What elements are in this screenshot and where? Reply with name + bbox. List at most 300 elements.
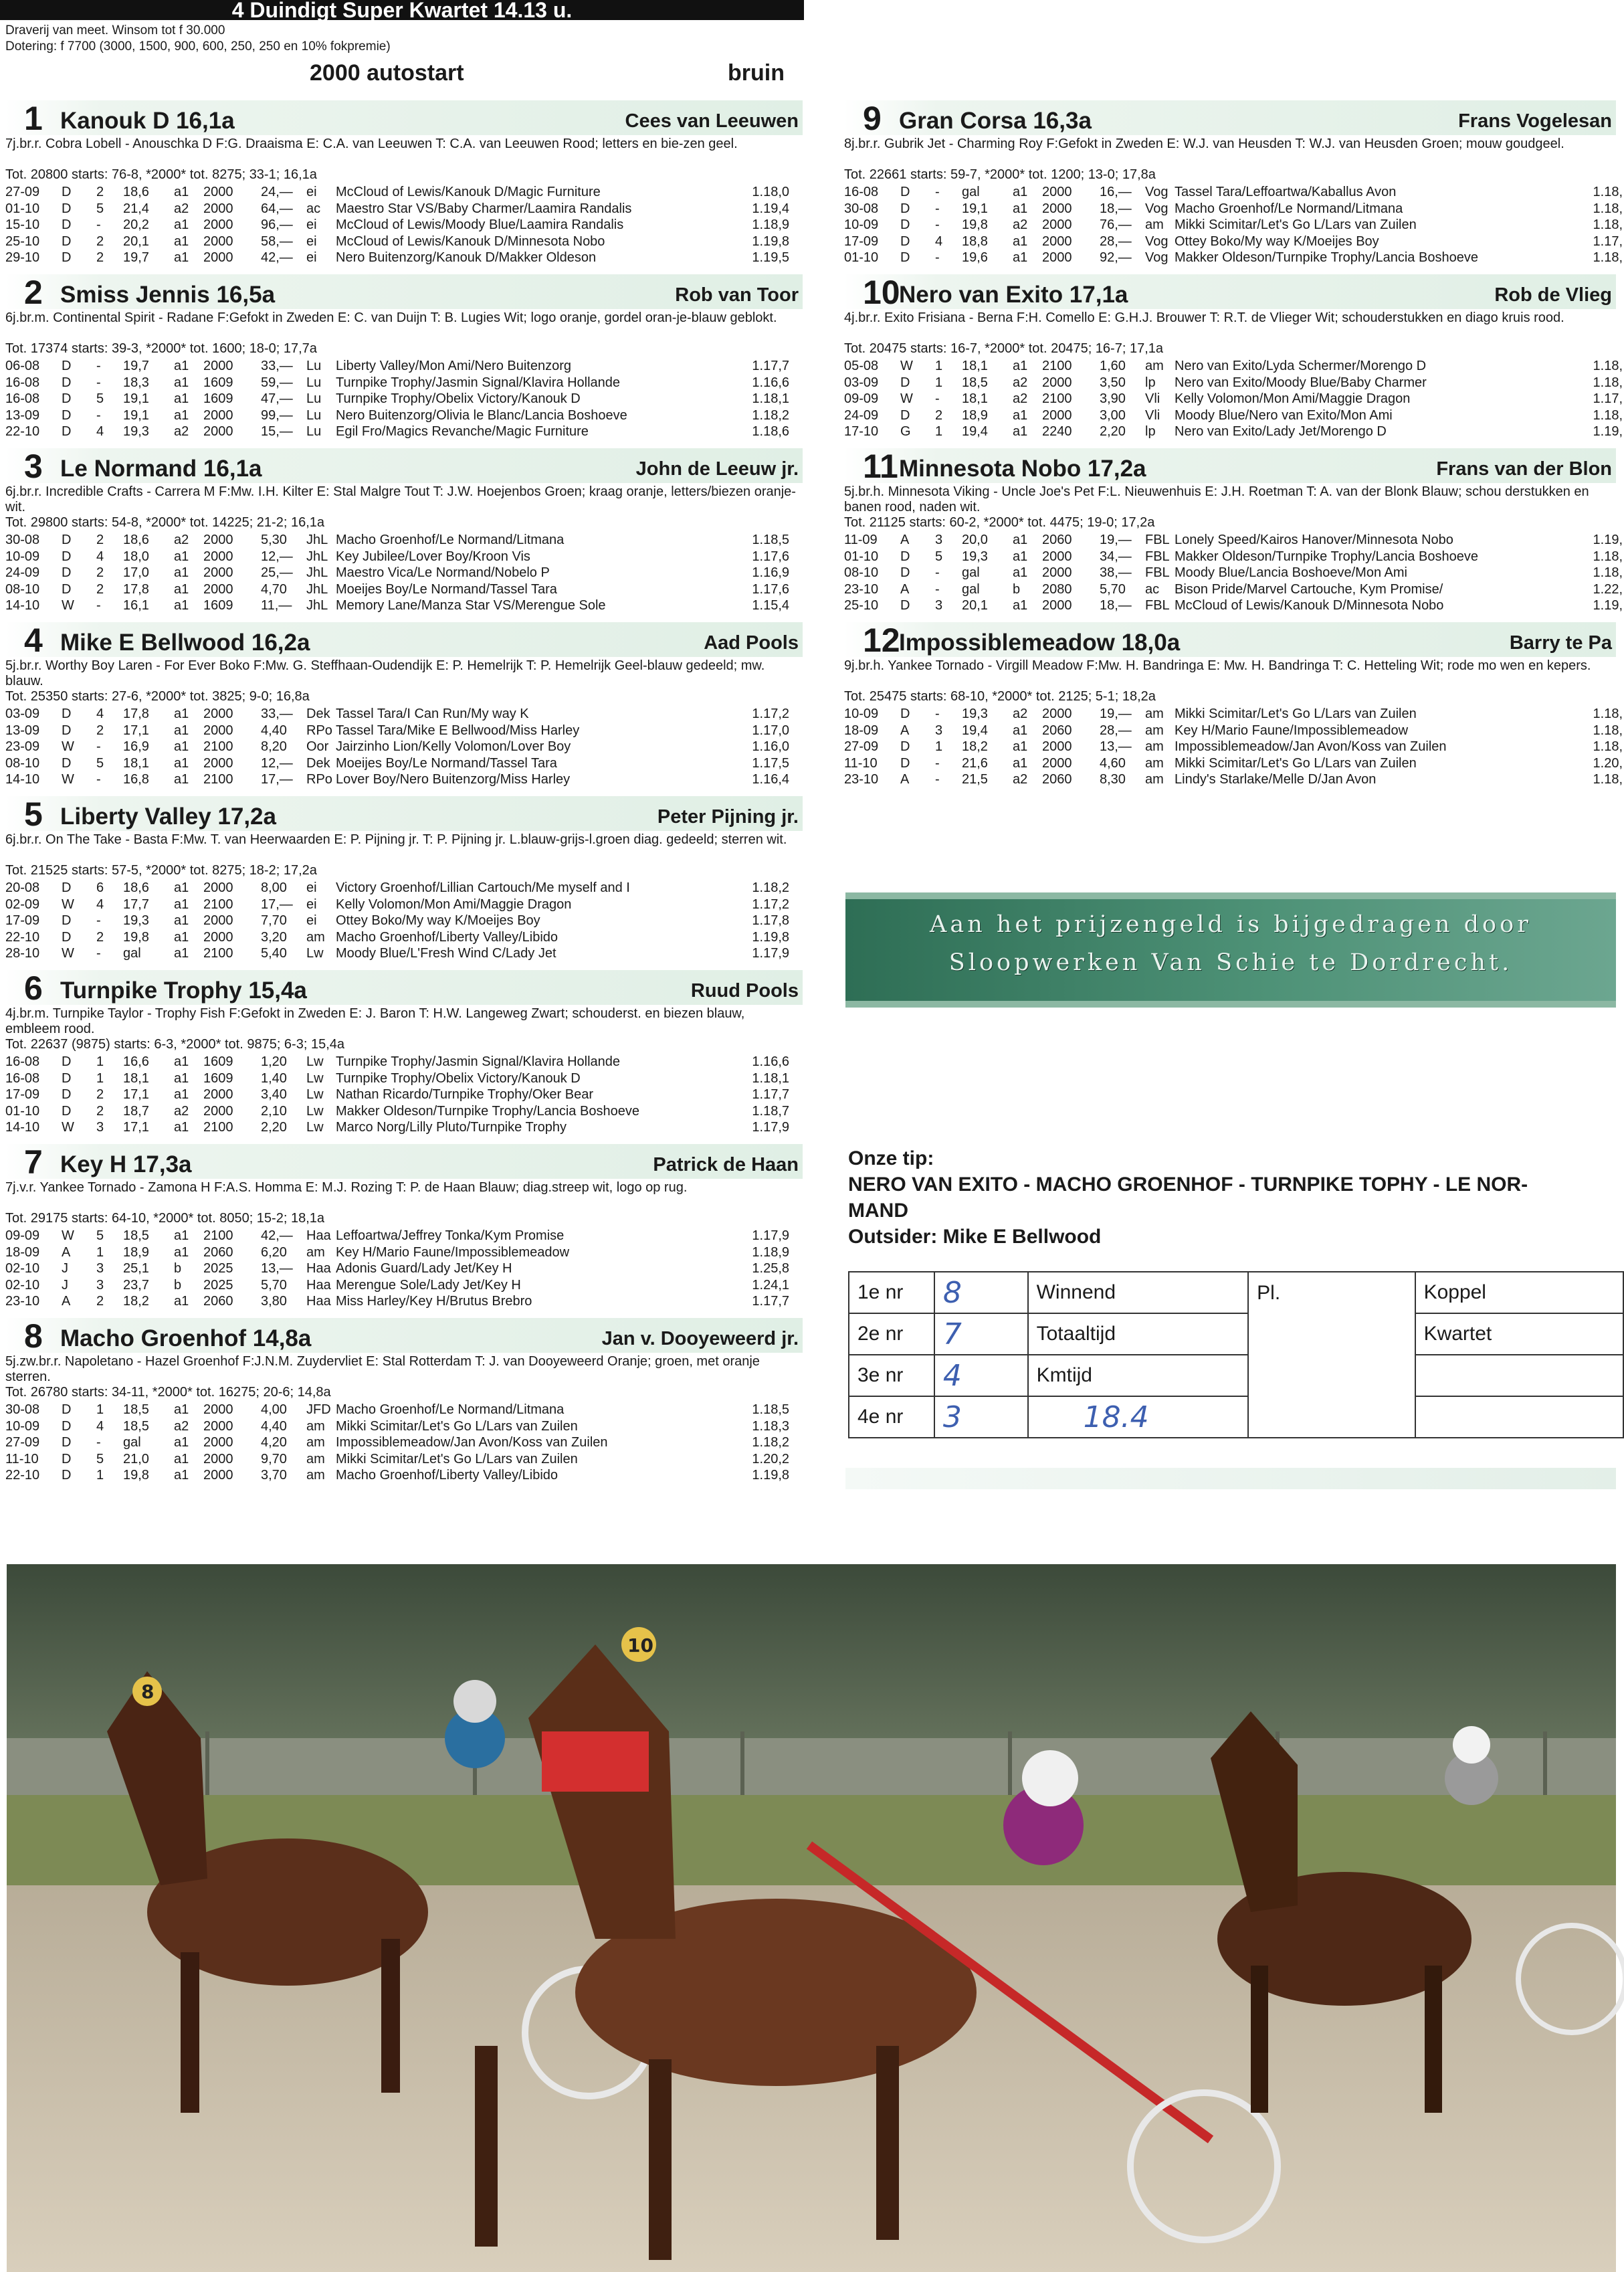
form-row: [5, 1277, 803, 1294]
form-result: McCloud of Lewis/Kanouk D/Minnesota Nobo: [336, 233, 605, 249]
form-driver: Dek: [306, 706, 330, 721]
form-time: 18,3: [123, 375, 149, 390]
form-result: Key H/Mario Faune/Impossiblemeadow: [1175, 723, 1409, 738]
form-row: [5, 1418, 803, 1435]
form-prize: 25,—: [261, 565, 293, 580]
horse-description: 6j.br.m. Continental Spirit - Radane F:Gefokt in Zweden E: C. van Duijn T: B. Lugies Wit; logo oranje, gordel oran-je-blauw geblokt.: [5, 310, 777, 325]
form-place: 4: [935, 233, 943, 249]
form-place: -: [96, 375, 101, 390]
form-driver: ei: [306, 217, 317, 232]
form-time: 17,8: [123, 581, 149, 597]
form-prize: 17,—: [261, 896, 293, 912]
form-distance: 2000: [1042, 250, 1072, 265]
form-record: 1.16,4: [752, 772, 789, 787]
form-driver: am: [1145, 723, 1164, 738]
form-result: Turnpike Trophy/Jasmin Signal/Klavira Hollande: [336, 1054, 621, 1069]
form-date: 11-09: [844, 533, 878, 547]
form-prize: 5,40: [261, 946, 287, 961]
form-record: 1.19,5: [752, 250, 789, 265]
horse-description: 5j.br.r. Worthy Boy Laren - For Ever Boko F:Mw. G. Steffhaan-Oudendijk E: P. Hemelrijk T: P. Hemelrijk Geel-blauw gedeeld; mw. blauw.: [5, 658, 765, 688]
form-driver: Vog: [1145, 233, 1169, 249]
form-distance: 2000: [203, 424, 233, 439]
form-time: 18,5: [123, 1228, 149, 1243]
horse-entry: [5, 970, 803, 1144]
handwritten-time: 18.4: [1083, 1400, 1149, 1434]
horse-totals: Tot. 17374 starts: 39-3, *2000* tot. 1600; 18-0; 17,7a: [5, 341, 317, 356]
form-row: [5, 896, 803, 913]
form-prize: 58,—: [261, 233, 293, 249]
form-prize: 2,10: [261, 1103, 287, 1119]
form-result: Miss Harley/Key H/Brutus Brebro: [336, 1294, 532, 1309]
form-distance: 2100: [203, 1120, 233, 1135]
form-row: [844, 358, 1623, 375]
form-prize: 3,90: [1100, 391, 1126, 406]
horse-totals: Tot. 25475 starts: 68-10, *2000* tot. 2125; 5-1; 18,2a: [844, 689, 1156, 704]
form-date: 22-10: [5, 424, 40, 439]
form-start: a1: [174, 896, 189, 912]
form-prize: 4,20: [261, 1435, 287, 1450]
form-record: 1.19,: [1593, 598, 1623, 613]
form-row: [5, 706, 803, 723]
form-surface: W: [62, 598, 74, 613]
form-result: Tassel Tara/Leffoartwa/Kaballus Avon: [1175, 185, 1397, 199]
form-result: Makker Oldeson/Turnpike Trophy/Lancia Boshoeve: [1175, 250, 1478, 265]
form-driver: Haa: [306, 1261, 331, 1276]
form-row: [5, 375, 803, 391]
form-row: [844, 375, 1623, 391]
form-record: 1.19,8: [752, 233, 789, 249]
form-entry-time[interactable]: [1028, 1396, 1249, 1438]
form-date: 18-09: [5, 1244, 40, 1260]
form-row: [844, 532, 1623, 549]
horse-column-left: [5, 100, 803, 1492]
form-distance: 2000: [203, 755, 233, 771]
form-result: Maestro Star VS/Baby Charmer/Laamira Randalis: [336, 201, 632, 216]
form-date: 09-09: [844, 391, 879, 406]
form-surface: D: [62, 407, 72, 423]
form-driver: ac: [1145, 581, 1160, 597]
form-row: [844, 706, 1623, 723]
form-driver: Lw: [306, 1070, 324, 1086]
horse-description: 6j.br.r. Incredible Crafts - Carrera M F:Mw. I.H. Kilter E: Stal Malgre Tout T: J.W. Hoejenbos Groen; kraag oranje, letters/biezen oranje-wit.: [5, 484, 796, 514]
form-result: McCloud of Lewis/Kanouk D/Minnesota Nobo: [1175, 598, 1444, 613]
form-driver: FBL: [1145, 549, 1170, 564]
form-place: -: [96, 739, 101, 754]
form-start: a1: [174, 391, 189, 406]
form-result: Nathan Ricardo/Turnpike Trophy/Oker Bear: [336, 1087, 593, 1102]
form-date: 11-10: [5, 1451, 39, 1466]
form-prize: 5,70: [261, 1277, 287, 1293]
horse-description: 7j.v.r. Yankee Tornado - Zamona H F:A.S. Homma E: M.J. Rozing T: P. de Haan Blauw; diag.streep wit, logo op rug.: [5, 1180, 688, 1195]
horse-description: 4j.br.r. Exito Frisiana - Berna F:H. Comello E: G.H.J. Brouwer T: R.T. de Vlieger Wit; schouderstukken en diago kruis rood.: [844, 310, 1564, 325]
form-start: b: [174, 1261, 182, 1276]
form-row: [5, 913, 803, 929]
form-surface: A: [62, 1294, 71, 1309]
form-driver: am: [1145, 772, 1164, 787]
form-surface: D: [900, 755, 910, 771]
form-field-kwartet: Kwartet: [1415, 1313, 1623, 1355]
horse-driver: Frans van der Blon: [1436, 458, 1612, 480]
form-field-pl: Pl.: [1248, 1272, 1415, 1438]
form-place: 2: [96, 929, 104, 945]
horse-entry: [844, 448, 1623, 622]
form-date: 08-10: [5, 755, 40, 771]
form-start: a1: [174, 929, 189, 945]
form-place: 1: [96, 1244, 104, 1260]
form-driver: Lu: [306, 359, 322, 373]
form-start: a2: [1013, 772, 1028, 787]
form-result: Lonely Speed/Kairos Hanover/Minnesota Nobo: [1175, 533, 1453, 547]
form-row: [5, 929, 803, 946]
form-surface: D: [62, 1468, 72, 1483]
form-prize: 18,—: [1100, 598, 1132, 613]
form-time: 21,0: [123, 1451, 149, 1466]
form-prize: 19,—: [1100, 533, 1132, 547]
form-place: -: [935, 185, 940, 199]
form-prize: 11,—: [261, 598, 292, 613]
horse-form-rows: [5, 184, 803, 266]
form-surface: D: [62, 1054, 72, 1069]
form-entry-2[interactable]: [934, 1313, 1028, 1355]
form-surface: D: [62, 565, 72, 580]
tip-line-2: MAND: [848, 1200, 908, 1222]
form-driver: Vli: [1145, 407, 1160, 423]
horse-header: [844, 448, 1616, 483]
form-distance: 2000: [1042, 201, 1072, 216]
form-start: a1: [174, 739, 189, 754]
form-record: 1.19,4: [752, 201, 789, 216]
form-blank-1[interactable]: [1415, 1355, 1623, 1396]
form-start: a1: [1013, 723, 1028, 738]
tip-outsider: Outsider: Mike E Bellwood: [848, 1226, 1102, 1248]
form-driver: ei: [306, 896, 317, 912]
form-date: 28-10: [5, 946, 40, 961]
form-date: 13-09: [5, 723, 40, 738]
form-distance: 2000: [1042, 185, 1072, 199]
form-result: Macho Groenhof/Le Normand/Litmana: [1175, 201, 1403, 216]
form-start: a1: [174, 549, 189, 564]
form-time: 18,5: [123, 1402, 149, 1417]
form-driver: Vli: [1145, 391, 1160, 406]
form-start: a1: [174, 1054, 189, 1069]
horse-form-rows: [5, 1228, 803, 1310]
form-surface: D: [62, 1103, 72, 1119]
form-row: [844, 581, 1623, 598]
form-start: a1: [174, 407, 189, 423]
form-date: 17-10: [844, 424, 879, 439]
form-driver: am: [1145, 359, 1164, 373]
form-place: 4: [96, 424, 104, 439]
form-surface: A: [900, 772, 910, 787]
form-result: Egil Fro/Magics Revanche/Magic Furniture: [336, 424, 589, 439]
form-row: [844, 217, 1623, 233]
horse-number: 2: [24, 274, 43, 311]
form-driver: JhL: [306, 549, 328, 564]
form-time: 18,1: [962, 391, 988, 406]
form-place: 4: [96, 706, 104, 721]
form-result: Memory Lane/Manza Star VS/Merengue Sole: [336, 598, 606, 613]
form-record: 1.17,7: [752, 1087, 789, 1102]
form-date: 27-09: [844, 739, 879, 754]
form-driver: am: [1145, 217, 1164, 232]
form-surface: D: [62, 929, 72, 945]
horse-form-rows: [5, 880, 803, 962]
handwritten-number-2: 7: [942, 1317, 962, 1351]
horse-totals: Tot. 29800 starts: 54-8, *2000* tot. 14225; 21-2; 16,1a: [5, 515, 325, 530]
form-date: 24-09: [844, 407, 879, 423]
form-result: Nero van Exito/Lady Jet/Morengo D: [1175, 424, 1387, 439]
form-start: a1: [174, 1228, 189, 1243]
form-date: 30-08: [5, 1402, 40, 1417]
form-place: 5: [96, 1228, 104, 1243]
form-record: 1.17,: [1593, 391, 1623, 406]
form-place: 3: [96, 1120, 104, 1135]
form-entry-3[interactable]: [934, 1355, 1028, 1396]
form-driver: Lw: [306, 1120, 324, 1135]
form-distance: 2100: [203, 946, 233, 961]
form-surface: D: [62, 250, 72, 265]
form-start: a1: [174, 1451, 189, 1466]
race-conditions-line-2: Dotering: f 7700 (3000, 1500, 900, 600, 250, 250 en 10% fokpremie): [5, 39, 391, 54]
form-surface: D: [62, 1418, 72, 1434]
form-date: 20-08: [5, 880, 40, 895]
form-prize: 42,—: [261, 250, 293, 265]
form-time: 19,1: [962, 201, 988, 216]
form-date: 24-09: [5, 565, 40, 580]
form-blank-2[interactable]: [1415, 1396, 1623, 1438]
form-driver: FBL: [1145, 533, 1170, 547]
form-record: 1.18,9: [752, 217, 789, 232]
form-time: 16,9: [123, 739, 149, 754]
form-row: [5, 1103, 803, 1120]
form-row: [5, 771, 803, 788]
form-record: 1.18,1: [752, 1070, 789, 1086]
form-start: a1: [174, 1294, 189, 1309]
form-result: Turnpike Trophy/Obelix Victory/Kanouk D: [336, 1070, 581, 1086]
form-field-totaaltijd: Totaaltijd: [1028, 1313, 1249, 1355]
form-driver: Lu: [306, 375, 322, 390]
form-start: a1: [1013, 549, 1028, 564]
form-place: -: [96, 217, 101, 232]
form-row: [5, 1402, 803, 1418]
form-date: 22-10: [5, 929, 40, 945]
form-date: 23-10: [844, 772, 879, 787]
form-distance: 2000: [203, 233, 233, 249]
form-entry-1[interactable]: [934, 1272, 1028, 1313]
form-time: 19,6: [962, 250, 988, 265]
form-prize: 92,—: [1100, 250, 1132, 265]
form-start: a2: [174, 201, 189, 216]
form-result: Moody Blue/Lancia Boshoeve/Mon Ami: [1175, 565, 1407, 580]
form-start: a1: [1013, 233, 1028, 249]
form-row: [5, 755, 803, 772]
form-record: 1.18,5: [752, 533, 789, 547]
form-time: 19,3: [123, 424, 149, 439]
form-row: [5, 1451, 803, 1468]
horse-entry: [5, 796, 803, 970]
form-time: 17,7: [123, 896, 149, 912]
form-place: 1: [96, 1402, 104, 1417]
form-surface: D: [62, 391, 72, 406]
form-row: [5, 597, 803, 614]
form-place: -: [96, 1435, 101, 1450]
form-start: a1: [1013, 185, 1028, 199]
form-surface: D: [62, 1070, 72, 1086]
form-start: a1: [174, 581, 189, 597]
form-date: 17-09: [844, 233, 879, 249]
form-surface: D: [62, 880, 72, 895]
form-record: 1.18,2: [752, 1435, 789, 1450]
form-surface: A: [62, 1244, 71, 1260]
form-prize: 99,—: [261, 407, 293, 423]
form-time: 19,3: [123, 913, 149, 928]
form-start: a1: [1013, 359, 1028, 373]
form-row: [5, 423, 803, 440]
form-date: 10-09: [5, 549, 40, 564]
race-distance: 2000 autostart: [310, 60, 464, 86]
form-record: 1.17,7: [752, 359, 789, 373]
form-prize: 3,40: [261, 1087, 287, 1102]
form-row: [844, 184, 1623, 201]
horse-entry: [844, 274, 1623, 448]
form-result: Nero van Exito/Lyda Schermer/Morengo D: [1175, 359, 1427, 373]
form-distance: 1609: [203, 598, 233, 613]
form-record: 1.16,0: [752, 739, 789, 754]
form-surface: D: [900, 739, 910, 754]
form-prize: 3,20: [261, 929, 287, 945]
form-row: [5, 532, 803, 549]
form-driver: am: [306, 1468, 325, 1483]
form-place: 2: [96, 581, 104, 597]
horse-entry: [5, 448, 803, 622]
kwartet-form: [848, 1271, 1624, 1438]
form-driver: Lw: [306, 1103, 324, 1119]
form-surface: W: [900, 391, 913, 406]
form-place: 2: [96, 185, 104, 199]
form-date: 16-08: [844, 185, 879, 199]
form-driver: ei: [306, 233, 317, 249]
form-distance: 2000: [203, 1087, 233, 1102]
horse-form-rows: [5, 1054, 803, 1136]
sponsor-banner: [845, 892, 1616, 1008]
form-place: 2: [96, 533, 104, 547]
form-distance: 2000: [203, 706, 233, 721]
form-driver: RPo: [306, 772, 332, 787]
form-distance: 2000: [203, 549, 233, 564]
horse-form-rows: [844, 706, 1623, 788]
form-distance: 2000: [203, 1418, 233, 1434]
form-row: [5, 1244, 803, 1261]
form-result: Turnpike Trophy/Obelix Victory/Kanouk D: [336, 391, 581, 406]
form-driver: JhL: [306, 598, 328, 613]
form-time: 17,1: [123, 723, 149, 738]
form-surface: A: [900, 723, 910, 738]
horse-header: [5, 274, 803, 309]
form-distance: 2060: [1042, 772, 1072, 787]
form-result: Jairzinho Lion/Kelly Volomon/Lover Boy: [336, 739, 571, 754]
horse-header: [844, 274, 1616, 309]
form-start: a2: [174, 533, 189, 547]
form-row: [5, 1260, 803, 1277]
form-start: a1: [1013, 250, 1028, 265]
form-driver: Lw: [306, 1054, 324, 1069]
horse-description: 4j.br.m. Turnpike Taylor - Trophy Fish F:Gefokt in Zweden E: J. Baron T: H.W. Langeweg Zwart; schouderst. en biezen blauw, embleem rood.: [5, 1006, 745, 1036]
form-prize: 15,—: [261, 424, 293, 439]
form-start: b: [1013, 581, 1021, 597]
form-time: 19,8: [123, 929, 149, 945]
form-time: 18,9: [123, 1244, 149, 1260]
form-row: [844, 739, 1623, 755]
form-row-3: [849, 1355, 1623, 1396]
form-driver: Lu: [306, 424, 322, 439]
form-entry-4[interactable]: [934, 1396, 1028, 1438]
form-date: 27-09: [5, 1435, 40, 1450]
form-place: 1: [935, 359, 943, 373]
form-driver: Haa: [306, 1277, 331, 1293]
form-surface: W: [62, 896, 74, 912]
form-result: Mikki Scimitar/Let's Go L/Lars van Zuilen: [1175, 755, 1417, 771]
horse-header: [5, 1318, 803, 1353]
form-record: 1.22,: [1593, 581, 1623, 597]
form-place: 3: [935, 723, 943, 738]
form-result: Key H/Mario Faune/Impossiblemeadow: [336, 1244, 570, 1260]
form-start: a1: [1013, 533, 1028, 547]
form-start: a1: [174, 233, 189, 249]
form-start: a1: [174, 1435, 189, 1450]
form-place: 4: [96, 1418, 104, 1434]
form-start: a1: [1013, 739, 1028, 754]
form-place: 1: [96, 1070, 104, 1086]
horse-number: 10: [863, 274, 900, 311]
form-start: a1: [174, 565, 189, 580]
form-prize: 24,—: [261, 185, 293, 199]
form-date: 01-10: [5, 201, 40, 216]
horse-number: 5: [24, 795, 43, 833]
horse-name: Turnpike Trophy 15,4a: [60, 977, 307, 1004]
form-driver: ac: [306, 201, 321, 216]
form-driver: JhL: [306, 565, 328, 580]
form-result: Macho Groenhof/Le Normand/Litmana: [336, 1402, 565, 1417]
form-record: 1.17,9: [752, 1228, 789, 1243]
form-result: Moeijes Boy/Le Normand/Tassel Tara: [336, 755, 557, 771]
form-row: [5, 1293, 803, 1310]
form-time: 19,1: [123, 407, 149, 423]
form-date: 15-10: [5, 217, 40, 232]
form-surface: D: [900, 565, 910, 580]
form-prize: 42,—: [261, 1228, 293, 1243]
form-row: [5, 1119, 803, 1136]
form-record: 1.18,6: [752, 424, 789, 439]
horse-totals: Tot. 22661 starts: 59-7, *2000* tot. 1200; 13-0; 17,8a: [844, 167, 1156, 182]
form-place: 4: [96, 549, 104, 564]
form-time: 19,4: [962, 723, 988, 738]
tip-section: [848, 1145, 1616, 1250]
form-place: -: [935, 217, 940, 232]
form-time: 17,8: [123, 706, 149, 721]
form-place: 2: [96, 1087, 104, 1102]
form-row: [5, 391, 803, 407]
form-time: 20,0: [962, 533, 988, 547]
form-place: -: [935, 391, 940, 406]
form-time: 19,3: [962, 706, 988, 721]
horse-number: 1: [24, 100, 43, 137]
form-result: Kelly Volomon/Mon Ami/Maggie Dragon: [1175, 391, 1411, 406]
form-row: [5, 217, 803, 233]
form-time: 18,5: [123, 1418, 149, 1434]
form-distance: 2100: [203, 896, 233, 912]
form-prize: 3,00: [1100, 407, 1126, 423]
sponsor-line-2: Sloopwerken Van Schie te Dordrecht.: [948, 949, 1513, 976]
